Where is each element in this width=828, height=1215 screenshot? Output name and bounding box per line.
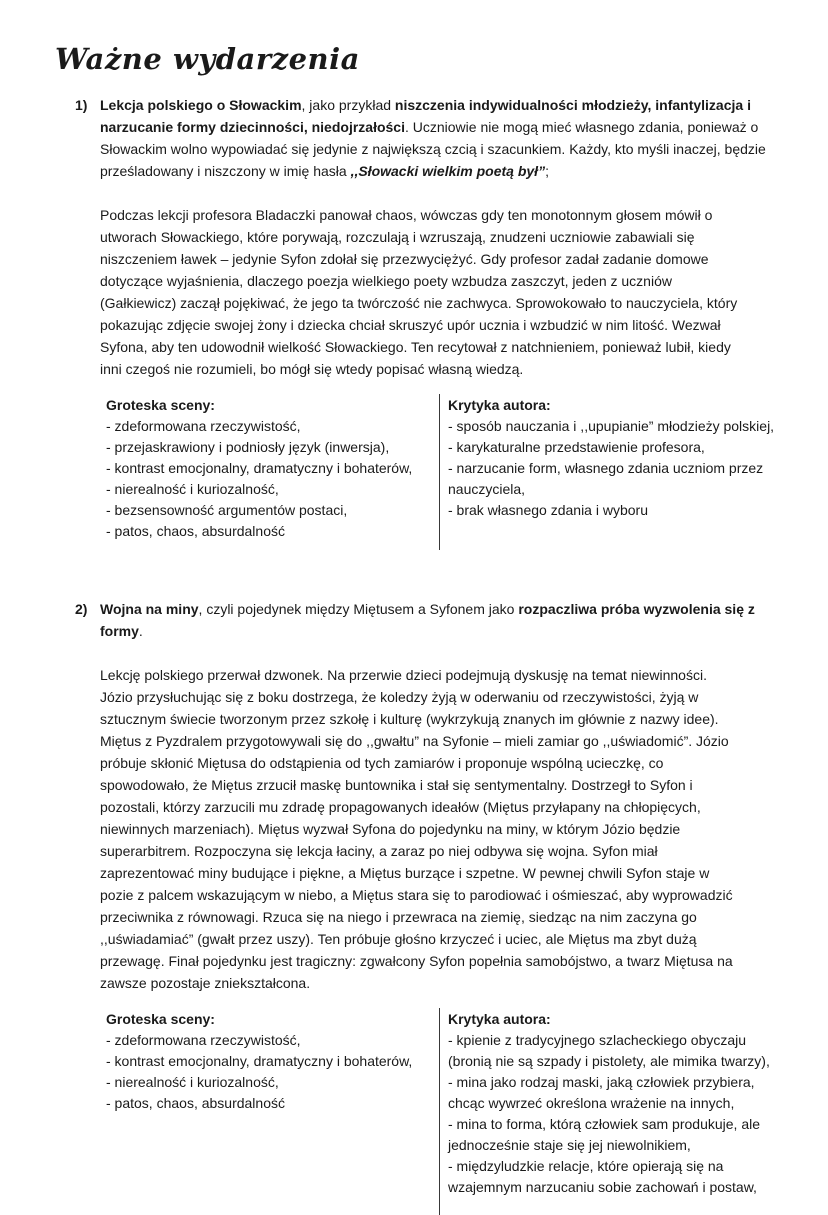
- section-2-comparison-table: [100, 1008, 788, 1215]
- section-2-heading: [55, 598, 787, 664]
- lead-text: , jako przykład: [301, 97, 395, 113]
- groteska-item: - nierealność i kuriozalność,: [106, 1074, 279, 1090]
- krytyka-item: - mina to forma, którą człowiek sam produkuje, ale jednocześnie staje się jej niewolnikiem,: [448, 1116, 761, 1153]
- krytyka-item: - narzucanie form, własnego zdania uczniom przez nauczyciela,: [448, 460, 764, 497]
- section-1: [55, 94, 787, 550]
- lead-text: . Uczniowie nie mogą mieć własnego zdania, ponieważ o Słowackim wolno wypowiadać się jedynie z największą czcią i szacunkiem. Każdy, kto myśli inaczej, będzie prześladowany i niszczony w imię hasła: [100, 119, 766, 179]
- krytyka-item: - międzyludzkie relacje, które opierają się na wzajemnym narzucaniu sobie zachowań i postaw,: [448, 1158, 757, 1195]
- groteska-column: [100, 1008, 440, 1215]
- page-title: Ważne wydarzenia: [55, 42, 360, 76]
- lead-bold-intro: Wojna na miny: [100, 601, 199, 617]
- lead-text: ;: [545, 163, 549, 179]
- groteska-item: - bezsensowność argumentów postaci,: [106, 502, 348, 518]
- krytyka-header: Krytyka autora:: [448, 397, 551, 413]
- groteska-header: Groteska sceny:: [106, 397, 215, 413]
- lead-text: , czyli pojedynek między Miętusem a Syfonem jako: [198, 601, 519, 617]
- krytyka-column: [440, 394, 788, 550]
- lead-bold-theme: rozpaczliwa próba wyzwolenia się z formy: [100, 601, 755, 639]
- groteska-item: - przejaskrawiony i podniosły język (inwersja),: [106, 439, 390, 455]
- groteska-item: - nierealność i kuriozalność,: [106, 481, 279, 497]
- krytyka-header: Krytyka autora:: [448, 1011, 551, 1027]
- krytyka-item: - kpienie z tradycyjnego szlacheckiego obyczaju (bronią nie są szpady i pistolety, ale mimika twarzy),: [448, 1032, 770, 1069]
- krytyka-item: - karykaturalne przedstawienie profesora,: [448, 439, 705, 455]
- krytyka-item: - brak własnego zdania i wyboru: [448, 502, 648, 518]
- section-1-paragraph: Podczas lekcji profesora Bladaczki panował chaos, wówczas gdy ten monotonnym głosem mówił o utworach Słowackiego, które porywają, rozczulają i wzruszają, znudzeni uczniowie zabawiali się niszczeniem ławek – jedynie Syfon zdołał się przezwyciężyć. Gdy profesor zadał zadanie domowe dotyczące wyjaśnienia, dlaczego poezja wielkiego poety wzbudza zaszczyt, jeden z uczniów (Gałkiewicz) zaczął pojękiwać, że jego ta twórczość nie zachwyca. Sprowokowało to nauczyciela, który pokazując zdjęcie swojej żony i dziecka chciał skruszyć upór ucznia i wzbudzić w nim litość. Wezwał Syfona, aby ten udowodnił wielkość Słowackiego. Ten recytował z natchnieniem, ponieważ lubił, kiedy inni czegoś nie rozumieli, bo mógł się wtedy popisać własną wiedzą.: [100, 207, 738, 377]
- lead-quote: ,,Słowacki wielkim poetą był”: [350, 163, 546, 179]
- groteska-item: - patos, chaos, absurdalność: [106, 1095, 285, 1111]
- section-2-paragraph: Lekcję polskiego przerwał dzwonek. Na przerwie dzieci podejmują dyskusję na temat niewinności. Józio przysłuchując się z boku dostrzega, że koledzy żyją w oderwaniu od rzeczywistości, żyją w sztucznym świecie tworzonym przez szkołę i kulturę (wykrzykują znanych im głównie z nazwy idee). Miętus z Pyzdralem przygotowywali się do ,,gwałtu” na Syfonie – mieli zamiar go ,,uświadomić”. Józio próbuje skłonić Miętusa do odstąpienia od tych zamiarów i proponuje wspólną ucieczkę, co spowodowało, że Miętus zrzucił maskę buntownika i stał się sentymentalny. Dostrzegł to Syfon i pozostali, którzy zarzucili mu zdradę propagowanych ideałów (Miętus przyłapany na chłopięcych, niewinnych marzeniach). Miętus wyzwał Syfona do pojedynku na miny, w którym Józio będzie superarbitrem. Rozpoczyna się lekcja łaciny, a zaraz po niej odbywa się wojna. Syfon miał zaprezentować miny budujące i piękne, a Miętus burzące i szpetne. W pewnej chwili Syfon staje w pozie z palcem wskazującym w niebo, a Miętus stara się to parodiować i ośmieszać, aby wyprowadzić przeciwnika z równowagi. Rzuca się na niego i przewraca na ziemię, siedząc na nim zaczyna go ,,uświadamiać” (gwałt przez uszy). Ten próbuje głośno krzyczeć i uciec, ale Miętus ma zbyt dużą przewagę. Finał pojedynku jest tragiczny: zgwałcony Syfon popełnia samobójstwo, a twarz Miętusa na zawsze pozostaje zniekształcona.: [100, 667, 733, 991]
- krytyka-item: - mina jako rodzaj maski, jaką człowiek przybiera, chcąc wywrzeć określona wrażenie na innych,: [448, 1074, 755, 1111]
- section-1-comparison-table: [100, 394, 788, 550]
- section-spacer: [55, 550, 787, 598]
- groteska-column: [100, 394, 440, 550]
- item-number: 1): [75, 97, 88, 113]
- groteska-item: - kontrast emocjonalny, dramatyczny i bohaterów,: [106, 460, 413, 476]
- groteska-item: - kontrast emocjonalny, dramatyczny i bohaterów,: [106, 1053, 413, 1069]
- groteska-item: - zdeformowana rzeczywistość,: [106, 418, 301, 434]
- lead-bold-intro: Lekcja polskiego o Słowackim: [100, 97, 302, 113]
- groteska-item: - zdeformowana rzeczywistość,: [106, 1032, 301, 1048]
- krytyka-item: - sposób nauczania i ,,upupianie” młodzieży polskiej,: [448, 418, 775, 434]
- groteska-item: - patos, chaos, absurdalność: [106, 523, 285, 539]
- item-lead: [100, 598, 787, 642]
- lead-text: .: [138, 623, 143, 639]
- section-2: [55, 598, 787, 1215]
- item-lead: [100, 94, 787, 182]
- krytyka-column: [440, 1008, 788, 1215]
- groteska-header: Groteska sceny:: [106, 1011, 215, 1027]
- item-number: 2): [75, 601, 88, 617]
- section-1-heading: [55, 94, 787, 204]
- lead-bold-theme: niszczenia indywidualności młodzieży, infantylizacja i narzucanie formy dziecinności, niedojrzałości: [100, 97, 751, 135]
